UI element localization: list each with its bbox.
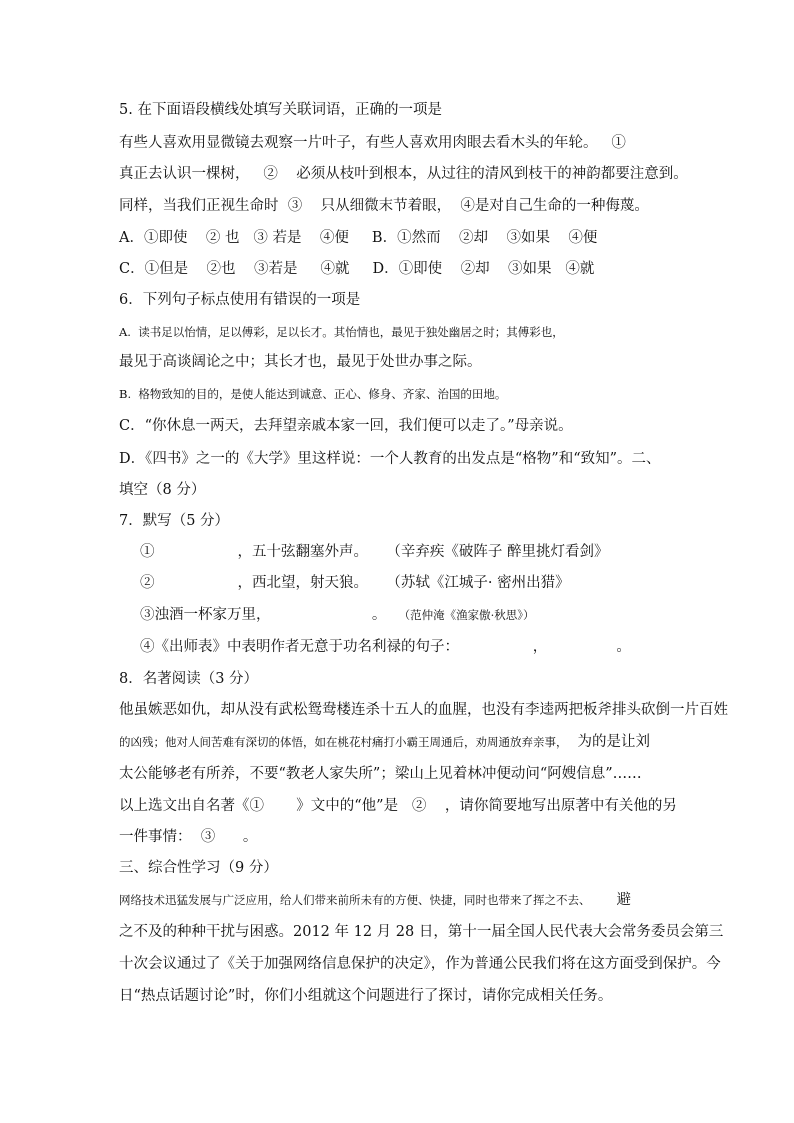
q7-title: 7．默写（5 分）	[119, 513, 230, 529]
q6-option-b: B. 格物致知的目的，是使人能达到诚意、正心、修身、齐家、治国的田地。	[119, 387, 507, 401]
q5-passage-line-2: 真正去认识一棵树， ② 必须从枝叶到根本，从过往的清风到枝干的神韵都要注意到。	[119, 166, 688, 182]
q8-passage-line-2b: 为的是让刘	[577, 734, 650, 750]
q7-item-3	[140, 605, 535, 625]
q7-item-1: ① ，五十弦翻塞外声。 （辛弃疾《破阵子 醉里挑灯看剑》	[140, 544, 609, 560]
section-3-title: 三、综合性学习（9 分）	[119, 860, 278, 876]
q5-options-cd: C．①但是 ②也 ③若是 ④就 D．①即使 ②却 ③如果 ④就	[119, 261, 595, 277]
q8-question-line-1: 以上选文出自名著《① 》文中的“他”是 ② ，请你简要地写出原著中有关他的另	[119, 798, 677, 814]
q6-option-d-line-1: D．《四书》之一的《大学》里这样说：一个人教育的出发点是“格物”和“致知”。二、	[119, 451, 661, 467]
q8-question-line-2: 一件事情： ③ 。	[119, 829, 258, 845]
q5-passage-line-3: 同样，当我们正视生命时 ③ 只从细微末节着眼， ④是对自己生命的一种侮蔑。	[119, 198, 649, 214]
q8-passage-line-2	[119, 732, 650, 752]
section-3-line-3: 十次会议通过了《关于加强网络信息保护的决定》，作为普通公民我们将在这方面受到保护。今	[119, 956, 721, 972]
q7-item-2: ② ，西北望，射天狼。 （苏轼《江城子· 密州出猎》	[140, 575, 570, 591]
section-3-line-1	[119, 890, 631, 910]
q6-option-c: C．“你休息一两天，去拜望亲戚本家一回，我们便可以走了。”母亲说。	[119, 418, 573, 434]
q5-title: 5. 在下面语段横线处填写关联词语，正确的一项是	[119, 102, 442, 118]
q6-option-a-line-2: 最见于高谈阔论之中；其长才也，最见于处世办事之际。	[119, 354, 482, 370]
q6-option-a-line-1: A. 读书足以怡情，足以傅彩，足以长才。其怡情也，最见于独处幽居之时；其傅彩也，	[119, 325, 564, 339]
q8-title: 8．名著阅读（3 分）	[119, 671, 259, 687]
q7-item-4: ④《出师表》中表明作者无意于功名利禄的句子： ， 。	[140, 639, 631, 655]
q7-item-3-text: ③浊酒一杯家万里， 。	[140, 607, 387, 623]
q8-passage-line-1: 他虽嫉恶如仇，却从没有武松鸳鸯楼连杀十五人的血腥，也没有李逵两把板斧排头砍倒一片百姓	[119, 702, 728, 718]
section-3-line-1a: 网络技术迅猛发展与广泛应用，给人们带来前所未有的方便、快捷，同时也带来了挥之不去、	[119, 893, 591, 907]
section-3-line-2: 之不及的种种干扰与困惑。2012 年 12 月 28 日，第十一届全国人民代表大会常务委员会第三	[119, 924, 724, 940]
q7-item-3-source: （范仲淹《渔家傲·秋思》）	[404, 608, 535, 622]
q6-title: 6．下列句子标点使用有错误的一项是	[119, 292, 361, 308]
section-2-title: 填空（8 分）	[119, 482, 206, 498]
q5-passage-line-1: 有些人喜欢用显微镜去观察一片叶子，有些人喜欢用肉眼去看木头的年轮。 ①	[119, 135, 626, 151]
section-3-line-1b: 避	[616, 892, 631, 908]
section-3-line-4: 日“热点话题讨论”时，你们小组就这个问题进行了探讨，请你完成相关任务。	[119, 988, 613, 1004]
q8-passage-line-3: 太公能够老有所养，不要“教老人家失所”；梁山上见着林冲便动问“阿嫂信息”……	[119, 766, 642, 782]
q8-passage-line-2a: 的凶残；他对人间苦难有深切的体悟，如在桃花村痛打小霸王周通后，劝周通放弃亲事，	[119, 735, 568, 749]
q5-options-ab: A．①即使 ② 也 ③ 若是 ④便 B．①然而 ②却 ③如果 ④便	[119, 230, 598, 246]
